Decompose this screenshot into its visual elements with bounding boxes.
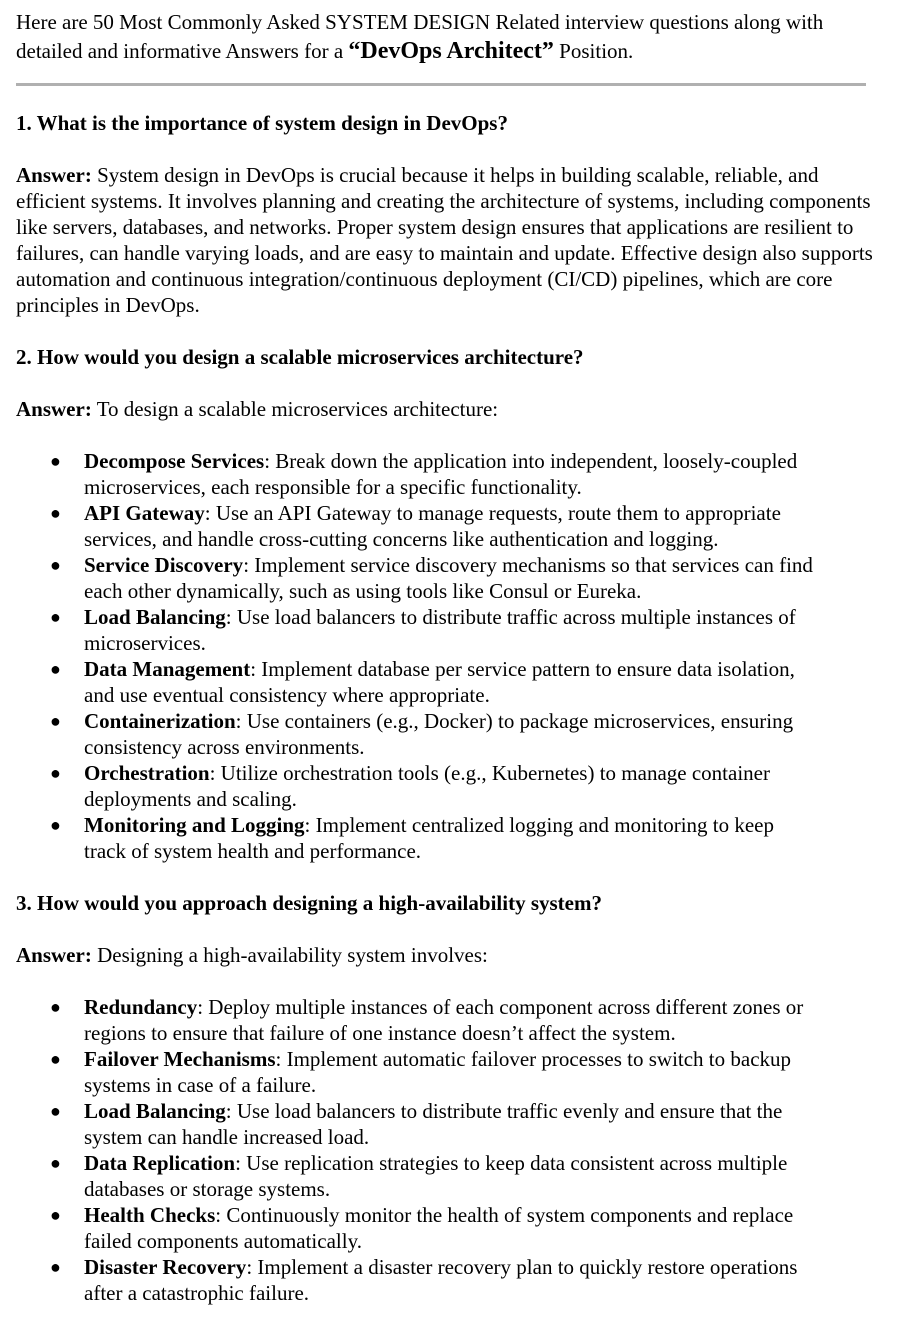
qa-section xyxy=(16,110,920,318)
list-item xyxy=(16,1046,816,1098)
list-item-term: Failover Mechanisms xyxy=(84,1047,276,1071)
bullet-icon: ● xyxy=(50,555,61,575)
bullet-icon: ● xyxy=(50,451,61,471)
answer-text: Designing a high-availability system involves: xyxy=(91,943,488,967)
intro-role-title: “DevOps Architect” xyxy=(348,38,554,64)
bullet-icon: ● xyxy=(50,659,61,679)
list-item xyxy=(16,604,816,656)
bullet-icon: ● xyxy=(50,503,61,523)
list-item-description: : Implement database per service pattern to ensure data isolation, and use eventual consistency where appropriate. xyxy=(84,657,795,707)
list-item-description: : Continuously monitor the health of system components and replace failed components automatically. xyxy=(84,1203,794,1253)
list-item-term: Decompose Services xyxy=(84,449,265,473)
list-item xyxy=(16,656,816,708)
list-item-term: Load Balancing xyxy=(84,605,226,629)
list-item-term: Service Discovery xyxy=(84,553,244,577)
answer-paragraph xyxy=(16,162,886,318)
horizontal-rule xyxy=(16,83,866,86)
list-item xyxy=(16,500,816,552)
list-item-description: : Implement automatic failover processes to switch to backup systems in case of a failure. xyxy=(84,1047,792,1097)
list-item-description: : Use load balancers to distribute traffic evenly and ensure that the system can handle increased load. xyxy=(84,1099,783,1149)
list-item-term: Data Replication xyxy=(84,1151,236,1175)
intro-paragraph xyxy=(16,8,876,66)
list-item xyxy=(16,812,816,864)
list-item-description: : Use replication strategies to keep data consistent across multiple databases or storage systems. xyxy=(84,1151,788,1201)
list-item-term: Redundancy xyxy=(84,995,198,1019)
list-item-term: Data Management xyxy=(84,657,251,681)
list-item-term: API Gateway xyxy=(84,501,205,525)
list-item xyxy=(16,1150,816,1202)
bullet-list xyxy=(16,994,816,1306)
answer-text: System design in DevOps is crucial because it helps in building scalable, reliable, and efficient systems. It involves planning and creating the architecture of systems, including components like servers, databases, and networks. Proper system design ensures that applications are resilient to failures, can handle varying loads, and are easy to maintain and update. Effective design also supports automation and continuous integration/continuous deployment (CI/CD) pipelines, which are core principles in DevOps. xyxy=(16,163,873,317)
bullet-icon: ● xyxy=(50,1205,61,1225)
list-item xyxy=(16,994,816,1046)
bullet-icon: ● xyxy=(50,1049,61,1069)
question-heading: 1. What is the importance of system design in DevOps? xyxy=(16,111,508,135)
answer-lead: Answer: xyxy=(16,943,92,967)
list-item-description: : Implement service discovery mechanisms so that services can find each other dynamically, such as using tools like Consul or Eureka. xyxy=(84,553,813,603)
bullet-icon: ● xyxy=(50,997,61,1017)
question-heading: 2. How would you design a scalable microservices architecture? xyxy=(16,345,584,369)
list-item xyxy=(16,1098,816,1150)
list-item-term: Orchestration xyxy=(84,761,210,785)
question-heading: 3. How would you approach designing a high-availability system? xyxy=(16,891,602,915)
bullet-icon: ● xyxy=(50,1153,61,1173)
list-item-term: Health Checks xyxy=(84,1203,216,1227)
answer-lead: Answer: xyxy=(16,163,92,187)
list-item-term: Load Balancing xyxy=(84,1099,226,1123)
answer-paragraph xyxy=(16,942,886,968)
list-item-description: : Use load balancers to distribute traffic across multiple instances of microservices. xyxy=(84,605,796,655)
qa-section xyxy=(16,344,920,864)
list-item-term: Monitoring and Logging xyxy=(84,813,305,837)
list-item-description: : Break down the application into independent, loosely-coupled microservices, each responsible for a specific functionality. xyxy=(84,449,798,499)
list-item xyxy=(16,708,816,760)
bullet-list xyxy=(16,448,816,864)
bullet-icon: ● xyxy=(50,763,61,783)
answer-lead: Answer: xyxy=(16,397,92,421)
list-item-term: Containerization xyxy=(84,709,236,733)
list-item-description: : Use an API Gateway to manage requests, route them to appropriate services, and handle cross-cutting concerns like authentication and logging. xyxy=(84,501,781,551)
answer-text: To design a scalable microservices architecture: xyxy=(91,397,499,421)
bullet-icon: ● xyxy=(50,815,61,835)
list-item-description: : Use containers (e.g., Docker) to package microservices, ensuring consistency across environments. xyxy=(84,709,794,759)
bullet-icon: ● xyxy=(50,711,61,731)
qa-section xyxy=(16,890,920,1306)
list-item-description: : Utilize orchestration tools (e.g., Kubernetes) to manage container deployments and scaling. xyxy=(84,761,770,811)
list-item xyxy=(16,1202,816,1254)
intro-text-end: Position. xyxy=(553,39,634,63)
list-item-description: : Implement centralized logging and monitoring to keep track of system health and performance. xyxy=(84,813,775,863)
list-item-description: : Implement a disaster recovery plan to quickly restore operations after a catastrophic failure. xyxy=(84,1255,798,1305)
answer-paragraph xyxy=(16,396,886,422)
list-item xyxy=(16,448,816,500)
list-item xyxy=(16,552,816,604)
intro-text: Here are 50 Most Commonly Asked SYSTEM DESIGN Related interview questions along with detailed and informative Answers for a xyxy=(16,10,824,63)
qa-sections xyxy=(16,110,920,1306)
list-item-term: Disaster Recovery xyxy=(84,1255,247,1279)
bullet-icon: ● xyxy=(50,607,61,627)
list-item-description: : Deploy multiple instances of each component across different zones or regions to ensure that failure of one instance doesn’t affect the system. xyxy=(84,995,804,1045)
list-item xyxy=(16,1254,816,1306)
list-item xyxy=(16,760,816,812)
bullet-icon: ● xyxy=(50,1101,61,1121)
bullet-icon: ● xyxy=(50,1257,61,1277)
